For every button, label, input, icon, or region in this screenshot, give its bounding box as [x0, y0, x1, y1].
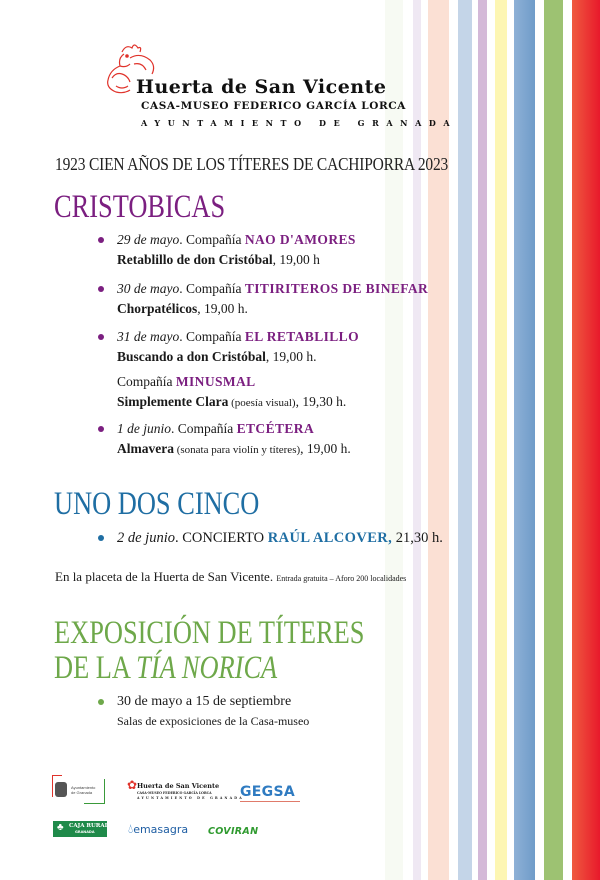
company-name: NAO D'AMORES — [244, 232, 356, 247]
event-time: 21,30 h. — [395, 530, 443, 546]
show-note: (poesía visual) — [228, 397, 296, 409]
event-item: 29 de mayo. Compañía NAO D'AMORES Retablillo de don Cristóbal, 19,00 h — [117, 230, 356, 270]
ayuntamiento-label: Ayuntamiento — [71, 785, 96, 790]
logo — [100, 42, 458, 132]
event-date: 31 de mayo — [117, 329, 180, 344]
show-title: Almavera — [117, 441, 174, 456]
event-date: 29 de mayo — [117, 232, 180, 247]
event-item — [117, 372, 346, 413]
section-title-uno-dos-cinco: UNO DOS CINCO — [54, 486, 260, 522]
venue-line — [55, 569, 406, 585]
show-title: Retablillo de don Cristóbal — [117, 252, 273, 267]
event-item: 31 de mayo. Compañía EL RETABLILLO Buscando a don Cristóbal, 19,00 h. — [117, 327, 359, 367]
caja-rural-logo — [53, 821, 107, 837]
bullet-icon — [98, 535, 104, 541]
bullet-icon — [98, 286, 104, 292]
stripe-faint-green — [385, 0, 403, 880]
logo-subtitle-ayuntamiento: AYUNTAMIENTO DE GRANADA — [141, 118, 458, 128]
event-prefix: Compañía — [117, 374, 173, 389]
emasagra-logo — [128, 820, 188, 838]
event-prefix: Compañía — [185, 281, 242, 296]
ayuntamiento-city: de Granada — [71, 790, 93, 795]
coviran-text: COVIRAN — [208, 826, 259, 837]
show-time: , 19,30 h. — [295, 394, 347, 409]
stripe-green — [544, 0, 563, 880]
venue-text: En la placeta de la Huerta de San Vicente. — [55, 569, 274, 584]
event-prefix: Compañía — [185, 329, 242, 344]
stripe-blue — [514, 0, 535, 880]
stripe-lilac — [478, 0, 487, 880]
artist-name: RAÚL ALCOVER, — [267, 530, 393, 546]
huerta-small-sub: CASA-MUSEO FEDERICO GARCÍA LORCA — [137, 791, 212, 795]
venue-note: Entrada gratuita – Aforo 200 localidades — [276, 574, 407, 583]
show-time: , 19,00 h. — [300, 441, 351, 456]
event-date: 1 de junio — [117, 421, 171, 436]
exhibition-location: Salas de exposiciones de la Casa-museo — [117, 714, 310, 728]
stripe-peach — [428, 0, 449, 880]
water-drop-icon: 💧︎ — [128, 822, 134, 837]
bullet-icon — [98, 237, 104, 243]
bullet-icon — [98, 334, 104, 340]
ayuntamiento-logo — [52, 775, 107, 805]
rooster-icon: ✿ — [127, 778, 138, 792]
logo-subtitle: CASA-MUSEO FEDERICO GARCÍA LORCA — [141, 100, 406, 112]
emasagra-text: emasagra — [133, 823, 189, 836]
bullet-icon — [98, 699, 104, 705]
title-prefix: DE LA — [54, 650, 137, 686]
section-title-cristobicas: CRISTOBICAS — [54, 189, 226, 225]
coviran-logo — [208, 826, 258, 837]
show-time: , 19,00 h. — [197, 301, 248, 316]
gegsa-text: GEGSA — [240, 784, 295, 800]
headline: 1923 CIEN AÑOS DE LOS TÍTERES DE CACHIPORRA 2023 — [55, 154, 449, 174]
stripe-light-blue — [458, 0, 472, 880]
exhibition-dates: 30 de mayo a 15 de septiembre — [117, 694, 292, 709]
show-title: Chorpatélicos — [117, 301, 198, 316]
event-prefix: Compañía — [185, 232, 242, 247]
stripe-pale-yellow — [495, 0, 507, 880]
event-item: 1 de junio. Compañía ETCÉTERA Almavera (sonata para violín y títeres), 19,00 h. — [117, 419, 351, 460]
event-prefix: CONCIERTO — [182, 530, 265, 546]
caja-rural-city: GRANADA — [75, 830, 95, 834]
company-name: TITIRITEROS DE BINEFAR — [244, 281, 429, 296]
company-name: EL RETABLILLO — [244, 329, 359, 344]
event-date: 30 de mayo — [117, 281, 180, 296]
stripe-red — [572, 0, 600, 880]
show-time: , 19,00 h — [272, 252, 320, 267]
logo-title: Huerta de San Vicente — [136, 76, 387, 98]
bullet-icon — [98, 426, 104, 432]
event-date: 2 de junio — [117, 530, 175, 546]
event-prefix: Compañía — [177, 421, 234, 436]
stripe-lavender — [413, 0, 421, 880]
leaf-icon: ♣ — [57, 822, 64, 833]
company-name: MINUSMAL — [175, 374, 256, 389]
huerta-small-sub2: AYUNTAMIENTO DE GRANADA — [137, 796, 244, 800]
event-item: 30 de mayo. Compañía TITIRITEROS DE BINEFAR Chorpatélicos, 19,00 h. — [117, 279, 428, 319]
huerta-logo-small — [127, 778, 244, 806]
event-item: 2 de junio. CONCIERTO RAÚL ALCOVER, 21,30 h. — [117, 528, 443, 548]
show-note: (sonata para violín y títeres) — [173, 444, 301, 456]
show-time: , 19,00 h. — [265, 349, 317, 364]
title-italic: TÍA NORICA — [136, 650, 278, 686]
show-title: Simplemente Clara — [117, 394, 229, 409]
company-name: ETCÉTERA — [236, 421, 315, 436]
exhibition-details — [117, 692, 309, 730]
caja-rural-name: CAJA RURAL — [69, 823, 109, 829]
section-title-exposicion-line2 — [54, 652, 277, 685]
huerta-small-title: Huerta de San Vicente — [137, 782, 220, 790]
show-title: Buscando a don Cristóbal — [117, 349, 266, 364]
gegsa-logo — [240, 784, 300, 802]
coat-of-arms-icon — [55, 782, 67, 797]
section-title-exposicion-line1: EXPOSICIÓN DE TÍTERES — [54, 615, 365, 651]
